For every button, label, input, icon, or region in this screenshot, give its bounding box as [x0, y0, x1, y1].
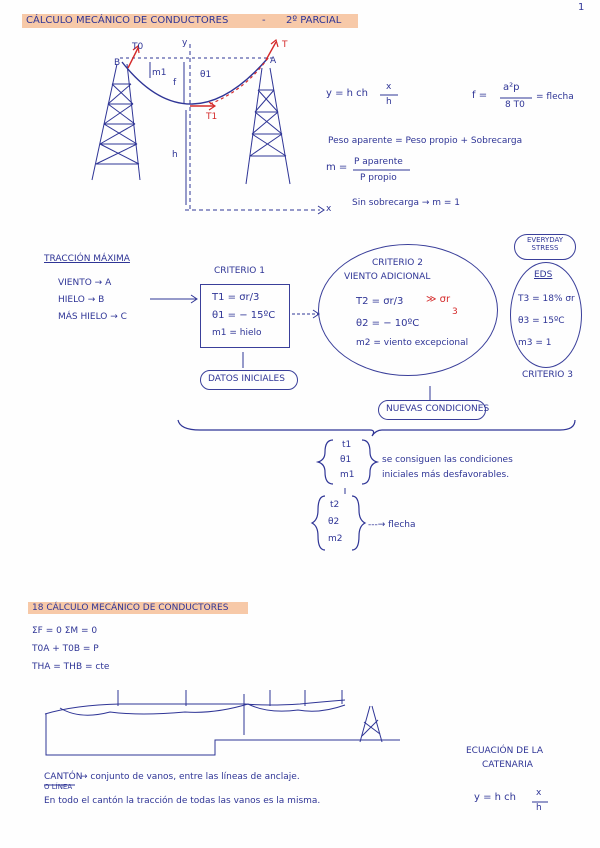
criterio1-title: CRITERIO 1: [214, 266, 265, 276]
label-y: y: [182, 38, 188, 48]
cond-note-line2: iniciales más desfavorables.: [382, 470, 510, 480]
page-title: CÁLCULO MECÁNICO DE CONDUCTORES: [26, 15, 229, 26]
sin-sobrecarga: Sin sobrecarga → m = 1: [352, 198, 460, 208]
section2-eq3: THA = THB = cte: [32, 662, 110, 672]
criterio2-line1-red: ≫ σr: [426, 294, 451, 305]
canton-sketch: [45, 690, 400, 755]
criterio1-line1: T1 = σr/3: [212, 292, 260, 303]
zone-b: HIELO → B: [58, 295, 105, 305]
criterio3-line2: θ3 = 15ºC: [518, 316, 565, 326]
right-tower-icon: [246, 68, 290, 184]
title-part: 2º PARCIAL: [286, 15, 342, 26]
peso-aparente: Peso aparente = Peso propio + Sobrecarga: [328, 136, 523, 146]
zone-a: VIENTO → A: [58, 278, 112, 288]
criterio2-line1-red-den: 3: [452, 307, 458, 317]
section2-heading: 18 CÁLCULO MECÁNICO DE CONDUCTORES: [32, 603, 229, 613]
m-equation: m =: [326, 162, 348, 173]
label-h: h: [172, 150, 178, 160]
cond2-m: m2: [328, 534, 343, 544]
canton-definition: → conjunto de vanos, entre las líneas de anclaje.: [80, 772, 300, 782]
m-numerator: P aparente: [354, 157, 403, 167]
cond-note-line1: se consiguen las condiciones: [382, 455, 513, 465]
cond1-theta: θ1: [340, 455, 352, 465]
catenary-formula: y = h ch: [326, 88, 369, 99]
cond1-m: m1: [340, 470, 355, 480]
canton-word: CANTÓN: [44, 772, 83, 782]
section2-catenary: y = h ch: [474, 792, 517, 803]
page-number: 1: [578, 2, 585, 13]
m-denominator: P propio: [360, 173, 397, 183]
criterio2-line3: m2 = viento excepcional: [356, 338, 469, 348]
flecha-numerator: a²p: [503, 82, 520, 93]
label-t: T: [282, 40, 288, 50]
catenary-denominator: h: [386, 97, 392, 107]
criterio1-line2: θ1 = − 15ºC: [212, 310, 276, 321]
flecha-denominator: 8 T0: [505, 100, 525, 110]
criterio2-line1: T2 = σr/3: [356, 296, 404, 307]
criterio1-line3: m1 = hielo: [212, 328, 262, 338]
label-f: f: [173, 78, 177, 88]
criterio2-line2: θ2 = − 10ºC: [356, 318, 420, 329]
left-tower-icon: [92, 64, 140, 180]
cond2-t: t2: [330, 500, 340, 510]
criterio2-title: CRITERIO 2: [372, 258, 423, 268]
everyday-stress-label: EVERYDAY STRESS: [526, 236, 564, 252]
datos-iniciales-label: DATOS INICIALES: [208, 374, 285, 384]
label-b: B: [114, 58, 121, 68]
criterio3-line3: m3 = 1: [518, 338, 552, 348]
cond-result: ---→ flecha: [368, 520, 416, 530]
ecuacion-catenaria-l1: ECUACIÓN DE LA: [466, 746, 544, 756]
eds-label: EDS: [534, 270, 553, 280]
traccion-heading: TRACCIÓN MÁXIMA: [44, 254, 130, 264]
section2-eq1: ΣF = 0 ΣM = 0: [32, 626, 98, 636]
section2-eq2: T0A + T0B = P: [32, 644, 99, 654]
label-m1: m1: [152, 68, 167, 78]
flecha-formula: f =: [472, 90, 488, 101]
cond2-theta: θ2: [328, 517, 340, 527]
criterio3-title: CRITERIO 3: [522, 370, 573, 380]
canton-sub: O LÍNEA: [44, 783, 73, 791]
label-x: x: [326, 204, 332, 214]
label-a: A: [270, 56, 277, 66]
zone-c: MÁS HIELO → C: [58, 312, 127, 322]
nuevas-condiciones-label: NUEVAS CONDICIONES: [386, 404, 490, 414]
canton-note: En todo el cantón la tracción de todas las vanos es la misma.: [44, 796, 321, 806]
label-theta1: θ1: [200, 70, 212, 80]
label-t0: T0: [132, 42, 144, 52]
criterio2-subtitle: VIENTO ADICIONAL: [344, 272, 431, 282]
ecuacion-catenaria-l2: CATENARIA: [482, 760, 533, 770]
catenary-numerator: x: [386, 82, 392, 92]
flecha-label: = flecha: [536, 92, 574, 102]
section2-catenary-num: x: [536, 788, 542, 798]
label-t1: T1: [206, 112, 218, 122]
cond1-t: t1: [342, 440, 352, 450]
criterio3-line1: T3 = 18% σr: [518, 294, 575, 304]
section2-catenary-den: h: [536, 803, 542, 813]
title-dash: -: [262, 15, 266, 26]
